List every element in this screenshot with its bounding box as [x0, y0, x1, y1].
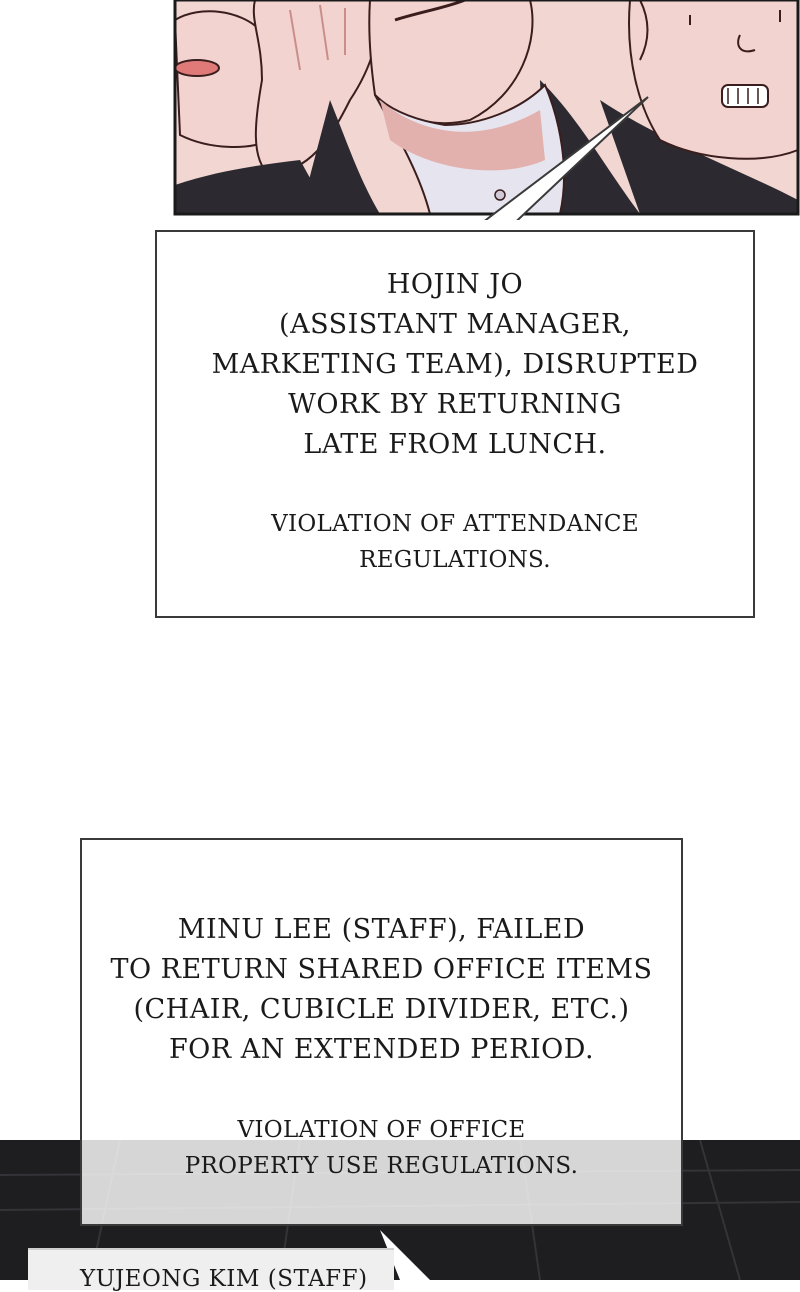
caption-line: REGULATIONS. [359, 547, 551, 573]
comic-panel-office-workers [0, 0, 800, 220]
caption-line: FOR AN EXTENDED PERIOD. [168, 1034, 595, 1065]
caption-line: VIOLATION OF ATTENDANCE [271, 511, 639, 537]
partial-caption-text: YUJEONG KIM (STAFF) [80, 1266, 368, 1292]
violation-description [157, 265, 753, 465]
violation-type [157, 506, 753, 578]
caption-box-minu-lee [80, 838, 683, 1226]
caption-box-hojin-jo [155, 230, 755, 618]
caption-line: MINU LEE (STAFF), FAILED [177, 914, 586, 945]
caption-line: HOJIN JO [386, 269, 524, 300]
caption-line: (ASSISTANT MANAGER, [279, 309, 631, 340]
caption-line: WORK BY RETURNING [288, 389, 622, 420]
caption-line: MARKETING TEAM), DISRUPTED [211, 349, 699, 380]
caption-line: PROPERTY USE REGULATIONS. [184, 1153, 579, 1179]
caption-line: VIOLATION OF OFFICE [237, 1117, 526, 1143]
violation-type [82, 1112, 681, 1184]
violation-description [82, 910, 681, 1070]
caption-line: (CHAIR, CUBICLE DIVIDER, ETC.) [133, 994, 630, 1025]
caption-line: LATE FROM LUNCH. [303, 429, 607, 460]
caption-line: TO RETURN SHARED OFFICE ITEMS [110, 954, 653, 985]
panel-frame [175, 0, 798, 220]
